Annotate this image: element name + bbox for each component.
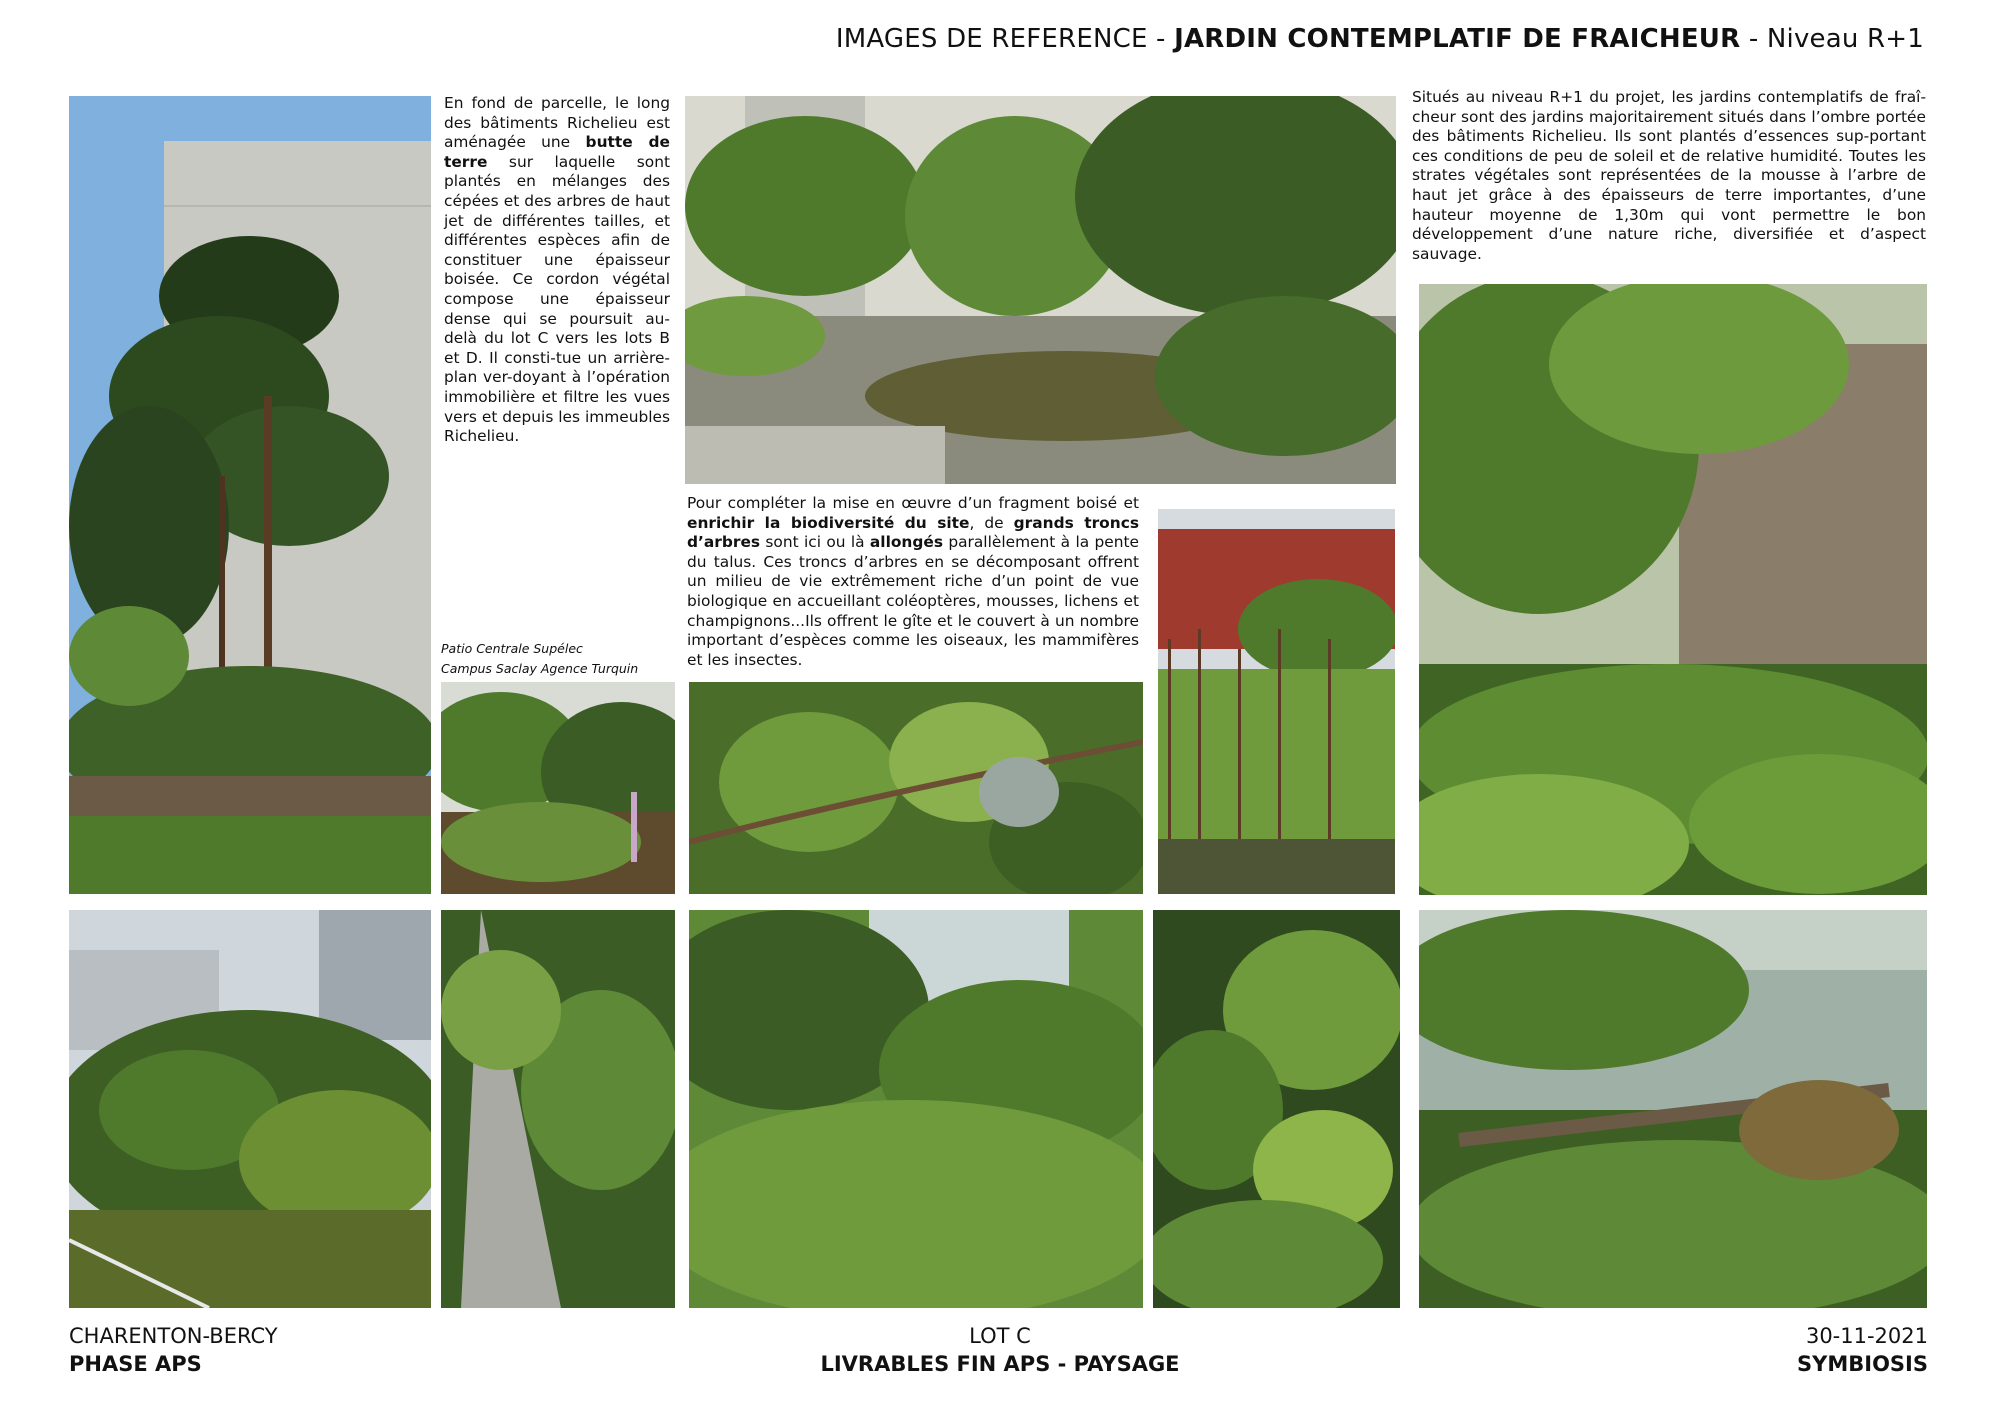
text-mid-part2: , de [969,513,1014,532]
photo-pond-garden [685,96,1396,484]
photo-pines-aerial [69,910,431,1308]
text-troncs-arbres [687,494,1139,670]
text-mid-part3: sont ici ou là [760,533,870,552]
text-left-part1: En fond de parcelle, le long des bâtiments Richelieu est aménagée une [444,94,670,152]
text-mid-part4: parallèlement à la pente du talus. Ces troncs d’arbres en se décomposant offrent un milieu de vie extrêmement riche d’un point de vue biologique en accueillant coléoptères, mousses, lichens et champignons...Ils offrent le gîte et le couvert à un nombre important d’espèces comme les oiseaux, les mammifères et les insectes. [687,533,1139,669]
text-left-bold1: butte de terre [444,133,670,171]
title-prefix: IMAGES DE REFERENCE - [835,24,1175,54]
footer-center [0,1322,2000,1378]
photo-ferns [1153,910,1400,1308]
footer-deliverable: LIVRABLES FIN APS - PAYSAGE [820,1352,1180,1376]
text-mid-bold3: allongés [869,533,943,552]
caption-line1: Patio Centrale Supélec [441,641,583,656]
text-mid-bold1: enrichir la biodiversité du site [687,513,970,532]
text-mid-bold2: grands troncs d’arbres [687,513,1139,552]
footer-project-name: CHARENTON-BERCY [69,1324,278,1348]
title-suffix: - Niveau R+1 [1740,24,1924,54]
page-title [836,24,1924,54]
text-jardins-contemplatifs: Situés au niveau R+1 du projet, les jardins contemplatifs de fraî-cheur sont des jardins majoritairement situés dans l’ombre portée des bâtiments Richelieu. Ils sont plantés d’essences sup-portant ces conditions de peu de soleil et de relative humidité. Toutes les strates végétales sont représentées de la mousse à l’arbre de haut jet grâce à des épaisseurs de terre importantes, d’une hauteur moyenne de 1,30m qui vont permettre le bon développement d’une nature riche, diversifiée et d’aspect sauvage. [1412,88,1926,263]
photo-patio-supelec [441,682,675,894]
photo-shade-garden [1419,284,1927,895]
footer-phase: PHASE APS [69,1352,202,1376]
footer-right [1797,1322,1928,1378]
title-main: JARDIN CONTEMPLATIF DE FRAICHEUR [1174,24,1741,54]
text-mid-part1: Pour compléter la mise en œuvre d’un fragment boisé et [687,494,1139,512]
photo-forest-floor [689,682,1143,894]
text-butte-de-terre [444,94,670,447]
text-left-part2: sur laquelle sont plantés en mélanges des cépées et des arbres de haut jet de différentes tailles, et différentes espèces afin de constituer une épaisseur boisée. Ce cordon végétal compose une épaisseur dense qui se poursuit au-delà du lot C vers les lots B et D. Il consti-tue un arrière-plan ver-doyant à l’opération immobilière et filtre les vues vers et depuis les immeubles Richelieu. [444,152,670,446]
photo-reeds-red-building [1158,509,1395,894]
photo-pine-tall [69,96,431,894]
caption-line2: Campus Saclay Agence Turquin [441,661,639,676]
footer-lot: LOT C [969,1324,1031,1348]
photo-caption [441,639,671,679]
photo-woodland-logs [1419,910,1927,1308]
photo-understory [689,910,1143,1308]
photo-stone-path [441,910,675,1308]
footer-date: 30-11-2021 [1805,1324,1928,1348]
footer-agency: SYMBIOSIS [1797,1352,1928,1376]
